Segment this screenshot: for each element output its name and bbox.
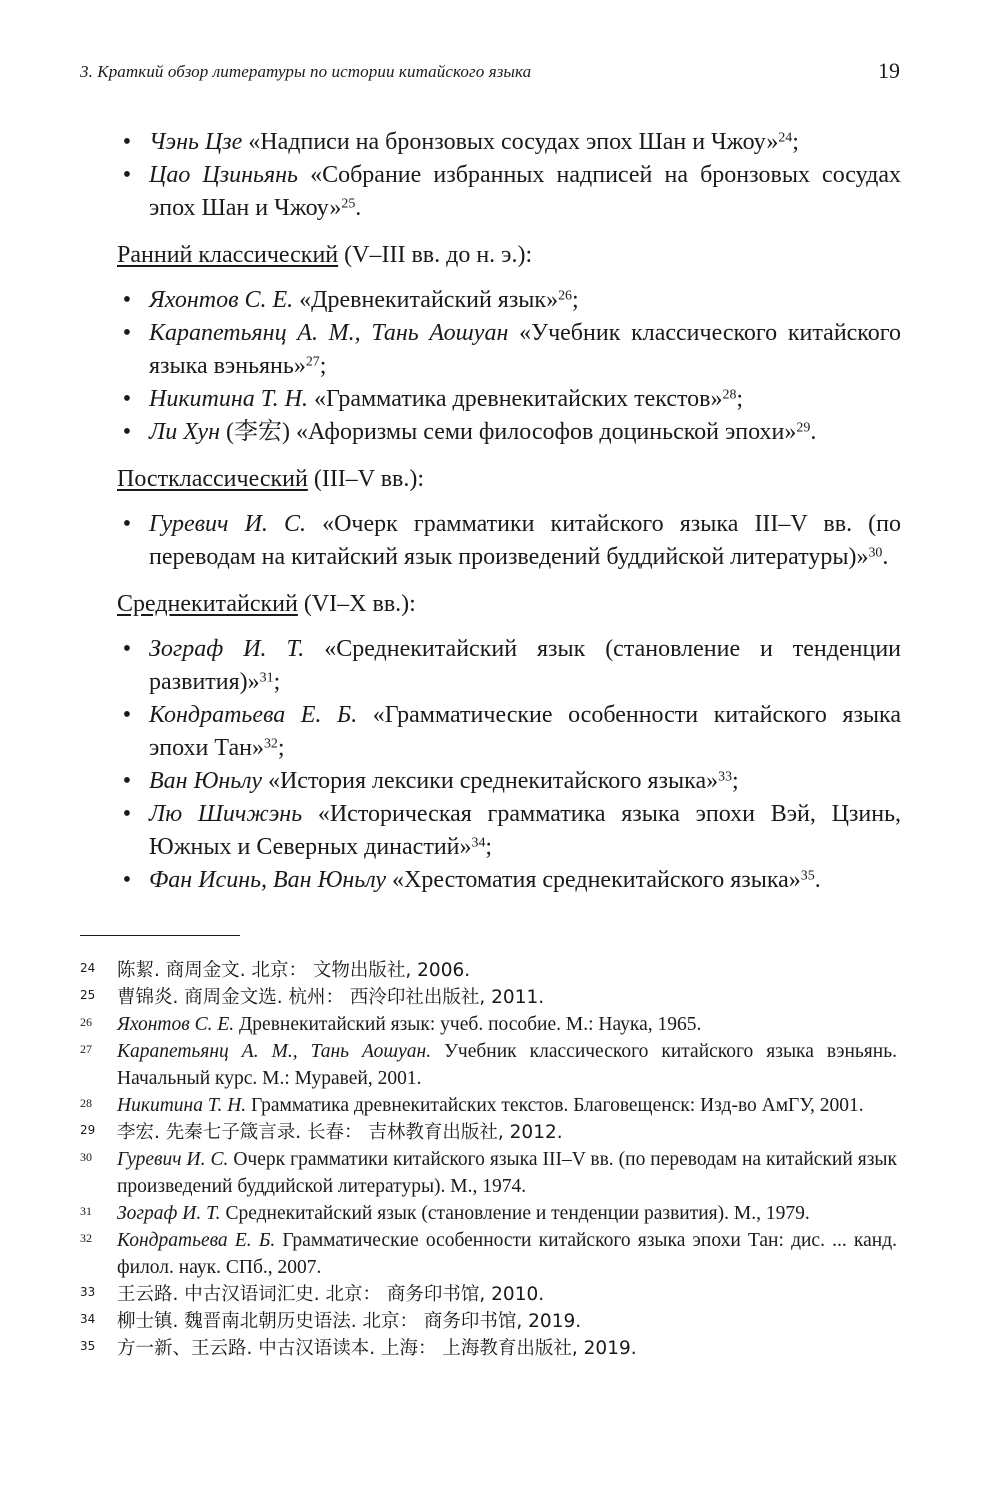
bullet-icon: • — [122, 801, 132, 827]
period-name: Ранний классический — [117, 242, 339, 268]
item-punct: ; — [736, 386, 744, 412]
bullet-icon: • — [122, 768, 132, 794]
section — [117, 463, 901, 574]
footnote — [80, 984, 897, 1011]
item-punct: ; — [277, 735, 285, 761]
footnote-text: Грамматические особенности китайского языка эпохи Тан: дис. ... канд. филол. наук. СПб., 2007. — [117, 1230, 897, 1278]
item-punct: ; — [572, 287, 579, 313]
period-name: Среднекитайский — [117, 591, 298, 617]
footnote-ref: 32 — [263, 736, 278, 752]
list-item — [117, 633, 901, 699]
item-author: Лю Шичжэнь — [149, 801, 303, 827]
list-item — [117, 765, 901, 798]
bullet-icon: • — [122, 129, 132, 155]
list-item — [117, 416, 901, 449]
footnote — [80, 1038, 897, 1092]
bullet-icon: • — [122, 287, 132, 313]
item-title: «Грамматические особенности китайского языка эпохи Тан» — [149, 702, 902, 761]
item-title: «История лексики среднекитайского языка» — [261, 768, 719, 794]
footnote-ref: 31 — [259, 670, 274, 686]
reference-list — [117, 508, 901, 574]
item-author: Зограф И. Т. — [149, 636, 305, 662]
footnote-number: 31 — [80, 1204, 92, 1218]
footnote-number: 28 — [80, 1096, 92, 1110]
period-heading — [117, 239, 901, 272]
item-punct: . — [814, 867, 821, 893]
list-item — [117, 798, 901, 864]
footnote-number: 35 — [80, 1339, 96, 1353]
footnote-number: 30 — [80, 1150, 92, 1164]
footnote-number: 24 — [80, 961, 96, 975]
footnote — [80, 1200, 897, 1227]
list-item — [117, 159, 901, 225]
footnote-separator — [80, 935, 240, 936]
bullet-icon: • — [122, 419, 132, 445]
footnote-ref: 26 — [558, 288, 572, 304]
footnote — [80, 1227, 897, 1281]
running-title: 3. Краткий обзор литературы по истории китайского языка — [80, 62, 532, 81]
footnote-ref: 27 — [305, 354, 320, 370]
section — [117, 239, 901, 449]
item-author: Карапетьянц А. М., Тань Аошуан — [149, 320, 509, 346]
footnote-author: Карапетьянц А. М., Тань Аошуан. — [117, 1041, 432, 1062]
footnote-text: 柳士镇. 魏晋南北朝历史语法. 北京： 商务印书馆, 2019. — [117, 1311, 582, 1332]
bullet-icon: • — [122, 162, 132, 188]
footnote-text: 方一新、王云路. 中古汉语读本. 上海： 上海教育出版社, 2019. — [117, 1338, 637, 1359]
item-punct: . — [810, 419, 817, 445]
footnotes — [80, 957, 897, 1362]
main-text — [117, 126, 901, 911]
item-author: Ван Юньлу — [149, 768, 262, 794]
footnote-text: Учебник классического китайского языка вэньянь. Начальный курс. М.: Муравей, 2001. — [117, 1041, 897, 1089]
item-author: Гуревич И. С. — [149, 511, 306, 537]
item-author: Никитина Т. Н. — [149, 386, 308, 412]
item-punct: ; — [732, 768, 739, 794]
footnote — [80, 1308, 897, 1335]
period-range: (V–III вв. до н. э.): — [338, 242, 533, 268]
item-punct: ; — [319, 353, 327, 379]
item-title: (李宏) «Афоризмы семи философов доциньской эпохи» — [220, 419, 797, 445]
item-title: «Очерк грамматики китайского языка III–V вв. (по переводам на китайский язык произведений буддийской литературы)» — [149, 511, 901, 570]
footnote-text: Очерк грамматики китайского языка III–V вв. (по переводам на китайский язык произведений буддийской литературы). М., 1974. — [117, 1149, 897, 1197]
footnote-number: 33 — [80, 1285, 96, 1299]
footnote-number: 25 — [80, 988, 96, 1002]
footnote-author: Кондратьева Е. Б. — [117, 1230, 276, 1251]
footnote-author: Никитина Т. Н. — [117, 1095, 247, 1116]
reference-list — [117, 284, 901, 449]
footnote-ref: 33 — [718, 769, 733, 785]
item-author: Фан Исинь, Ван Юньлу — [149, 867, 386, 893]
footnote-author: Яхонтов С. Е. — [117, 1014, 235, 1035]
footnote-ref: 29 — [796, 420, 811, 436]
footnote-number: 34 — [80, 1312, 96, 1326]
item-title: «Древнекитайский язык» — [293, 287, 559, 313]
bullet-icon: • — [122, 867, 132, 893]
running-header — [80, 56, 900, 96]
footnote-number: 32 — [80, 1231, 92, 1245]
list-item — [117, 864, 901, 897]
bullet-icon: • — [122, 386, 132, 412]
footnote — [80, 1335, 897, 1362]
bullet-icon: • — [122, 702, 132, 728]
item-punct: ; — [485, 834, 493, 860]
item-author: Цао Цзиньянь — [149, 162, 298, 188]
footnote-number: 29 — [80, 1123, 96, 1137]
section — [117, 588, 901, 897]
item-punct: . — [882, 544, 889, 570]
reference-list — [117, 633, 901, 897]
footnote-ref: 25 — [341, 196, 356, 212]
footnote-ref: 30 — [868, 545, 883, 561]
list-item — [117, 383, 901, 416]
footnote-text: 陈絜. 商周金文. 北京： 文物出版社, 2006. — [117, 960, 471, 981]
reference-list — [117, 126, 901, 225]
period-name: Постклассический — [117, 466, 308, 492]
period-range: (VI–X вв.): — [297, 591, 416, 617]
footnote-ref: 24 — [778, 130, 793, 146]
item-author: Ли Хун — [149, 419, 220, 445]
item-title: «Хрестоматия среднекитайского языка» — [386, 867, 801, 893]
item-author: Кондратьева Е. Б. — [149, 702, 358, 728]
item-author: Чэнь Цзе — [149, 129, 243, 155]
item-punct: ; — [792, 129, 799, 155]
bullet-icon: • — [122, 511, 132, 537]
footnote-text: Среднекитайский язык (становление и тенденции развития). М., 1979. — [220, 1203, 810, 1224]
footnote-text: Древнекитайский язык: учеб. пособие. М.: Наука, 1965. — [234, 1014, 702, 1035]
footnote-text: 李宏. 先秦七子箴言录. 长春： 吉林教育出版社, 2012. — [117, 1122, 563, 1143]
bullet-icon: • — [122, 636, 132, 662]
period-range: (III–V вв.): — [307, 466, 425, 492]
footnote-number: 26 — [80, 1015, 92, 1029]
footnote — [80, 1281, 897, 1308]
footnote-ref: 28 — [722, 387, 737, 403]
footnote-number: 27 — [80, 1042, 92, 1056]
period-heading — [117, 463, 901, 496]
footnote — [80, 1146, 897, 1200]
footnote-text: 王云路. 中古汉语词汇史. 北京： 商务印书馆, 2010. — [117, 1284, 545, 1305]
item-title: «Надписи на бронзовых сосудах эпох Шан и Чжоу» — [242, 129, 779, 155]
footnote-ref: 35 — [800, 868, 815, 884]
footnote-ref: 34 — [471, 835, 486, 851]
footnote — [80, 1011, 897, 1038]
period-heading — [117, 588, 901, 621]
item-title: «Собрание избранных надписей на бронзовых сосудах эпох Шан и Чжоу» — [149, 162, 901, 221]
item-title: «Среднекитайский язык (становление и тенденции развития)» — [149, 636, 902, 695]
footnote — [80, 957, 897, 984]
item-title: «Учебник классического китайского языка вэньянь» — [149, 320, 901, 379]
list-item — [117, 126, 901, 159]
list-item — [117, 508, 901, 574]
list-item — [117, 699, 901, 765]
item-title: «Историческая грамматика языка эпохи Вэй, Цзинь, Южных и Северных династий» — [149, 801, 902, 860]
footnote — [80, 1092, 897, 1119]
item-author: Яхонтов С. Е. — [149, 287, 294, 313]
bullet-icon: • — [122, 320, 132, 346]
footnote-text: 曹锦炎. 商周金文选. 杭州： 西泠印社出版社, 2011. — [117, 987, 545, 1008]
item-title: «Грамматика древнекитайских текстов» — [307, 386, 723, 412]
footnote — [80, 1119, 897, 1146]
item-punct: ; — [273, 669, 281, 695]
footnote-author: Зограф И. Т. — [117, 1203, 221, 1224]
page-number: 19 — [878, 58, 900, 83]
section — [117, 126, 901, 225]
footnote-text: Грамматика древнекитайских текстов. Благовещенск: Изд-во АмГУ, 2001. — [246, 1095, 864, 1116]
list-item — [117, 284, 901, 317]
list-item — [117, 317, 901, 383]
footnote-author: Гуревич И. С. — [117, 1149, 229, 1170]
item-punct: . — [355, 195, 362, 221]
